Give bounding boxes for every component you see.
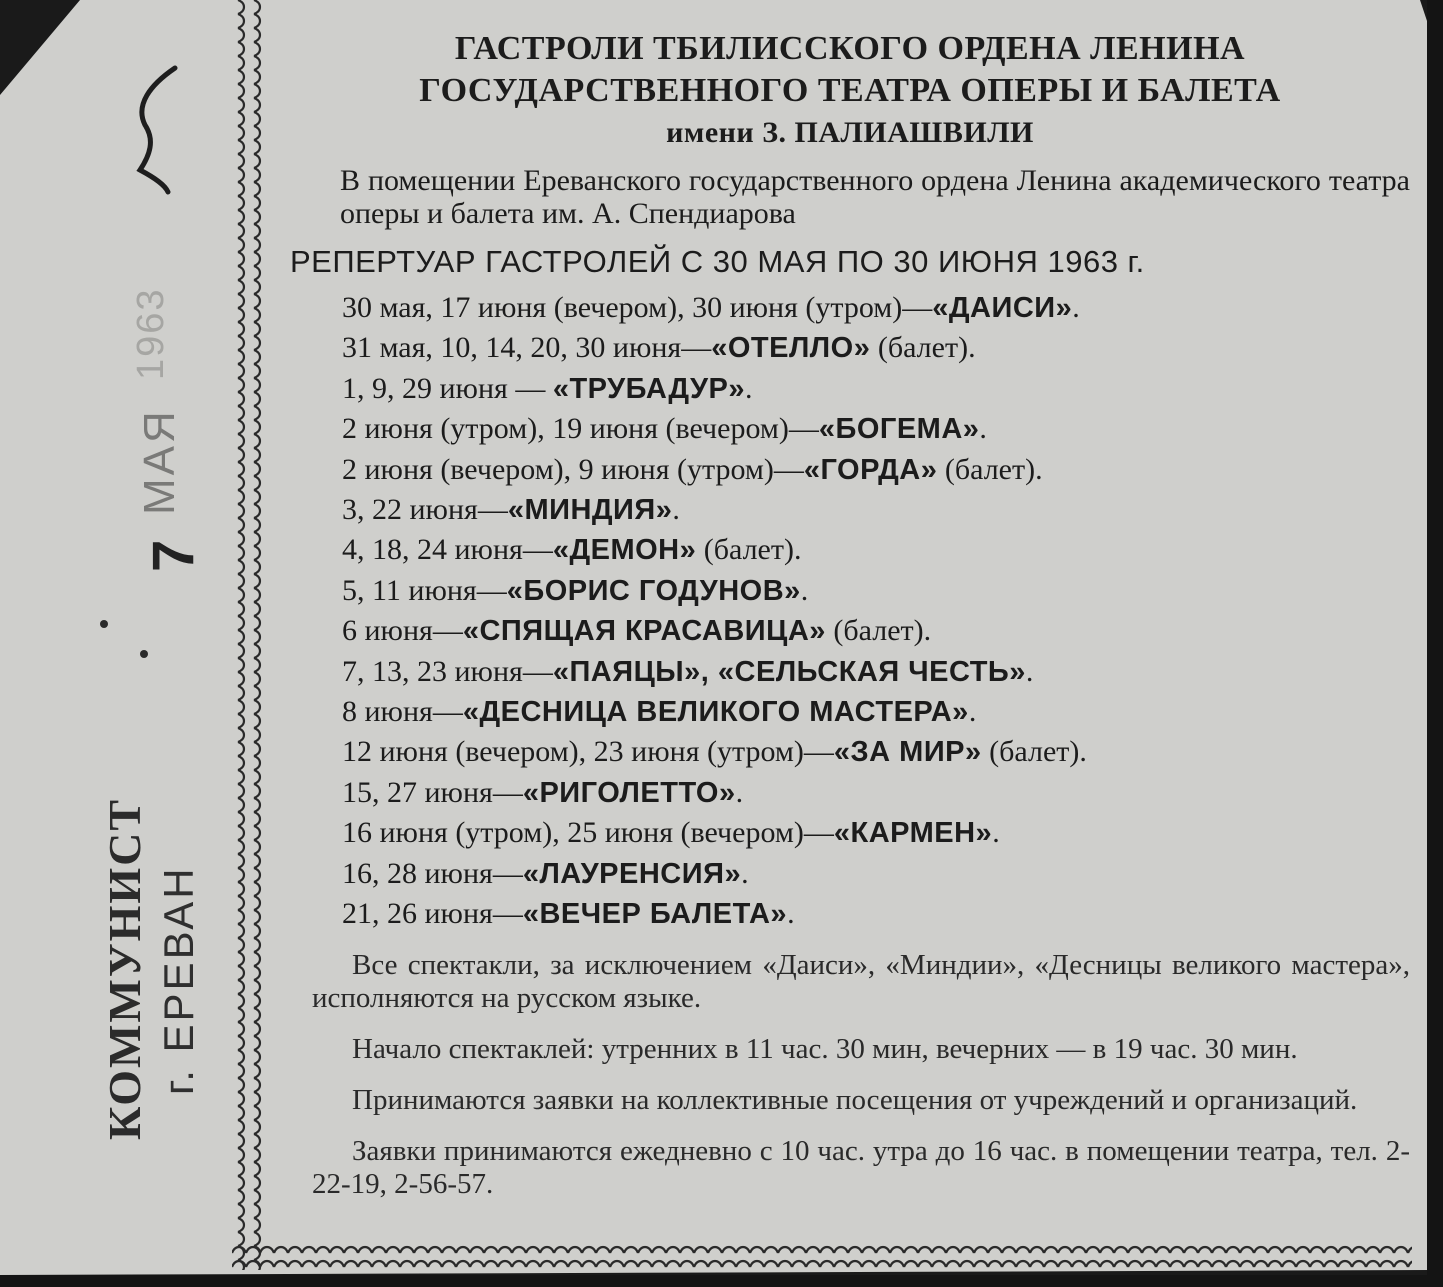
schedule-suffix: (балет). [981,735,1087,769]
performance-title: «ДЕМОН» [552,534,697,567]
performance-title: «ВЕЧЕР БАЛЕТА» [522,898,788,931]
performance-title: «ГОРДА» [803,453,938,486]
schedule-suffix: (балет). [870,331,976,365]
schedule-item [342,652,1410,692]
schedule-suffix: . [800,573,809,607]
schedule-item [342,530,1410,570]
schedule-dates: 8 июня— [342,695,463,729]
schedule-list [290,288,1410,935]
venue-text: В помещении Ереванского государственного ордена Ленина академического театра оперы и балета им. А. Спендиарова [340,164,1410,230]
announcement-title [290,28,1410,154]
schedule-item [342,854,1410,894]
schedule-item [342,732,1410,772]
title-line: ГОСУДАРСТВЕННОГО ТЕАТРА ОПЕРЫ И БАЛЕТА [419,72,1281,109]
schedule-suffix: . [1025,654,1034,688]
title-line: ГАСТРОЛИ ТБИЛИССКОГО ОРДЕНА ЛЕНИНА [454,30,1246,67]
stamp-date-month: МАЯ [135,408,184,515]
schedule-suffix: . [979,412,987,446]
schedule-suffix: . [744,371,753,405]
stamp-newspaper-name: КОММУНИСТ [99,797,150,1140]
schedule-dates: 16, 28 июня— [342,856,523,890]
scan-edge-right [1427,0,1443,1287]
stamp-date-day: 7 [141,539,206,572]
performance-title: «ОТЕЛЛО» [711,332,871,365]
schedule-item [342,813,1410,853]
schedule-suffix: . [968,695,977,729]
schedule-suffix: . [672,493,680,527]
performance-title: «КАРМЕН» [833,817,993,850]
performance-title: «ДЕСНИЦА ВЕЛИКОГО МАСТЕРА» [462,696,969,729]
handwritten-mark-icon [120,60,200,200]
schedule-dates: 3, 22 июня— [342,493,508,527]
schedule-dates: 15, 27 июня— [342,775,523,809]
scan-edge-bottom [0,1275,1443,1287]
stamp-date-year: 1963 [130,287,172,380]
title-line: имени З. ПАЛИАШВИЛИ [666,116,1034,149]
schedule-item [342,328,1410,368]
performance-title: «ДАИСИ» [932,292,1073,324]
schedule-suffix: . [992,816,1000,850]
note-start-times: Начало спектаклей: утренних в 11 час. 30 мин, вечерних — в 19 час. 30 мин. [352,1032,1298,1065]
schedule-item [342,894,1410,934]
schedule-dates: 30 мая, 17 июня (вечером), 30 июня (утром)— [342,291,933,324]
stamp-dot [100,620,108,628]
note-group-requests: Принимаются заявки на коллективные посещения от учреждений и организаций. [352,1083,1358,1116]
schedule-dates: 7, 13, 23 июня— [342,654,553,688]
schedule-suffix: . [1072,291,1080,324]
schedule-dates: 2 июня (утром), 19 июня (вечером)— [342,412,819,446]
schedule-item [342,409,1410,449]
decorative-border-left [232,0,264,1270]
note-request-hours: Заявки принимаются ежедневно с 10 час. утра до 16 час. в помещении театра, тел. 2-22-19, 2-56-57. [312,1134,1410,1200]
repertoire-heading: РЕПЕРТУАР ГАСТРОЛЕЙ С 30 МАЯ ПО 30 ИЮНЯ 1963 г. [290,244,1145,279]
schedule-item [342,611,1410,651]
schedule-suffix: (балет). [825,614,932,648]
schedule-dates: 16 июня (утром), 25 июня (вечером)— [342,816,834,850]
performance-title: «СПЯЩАЯ КРАСАВИЦА» [462,615,826,648]
performance-title: «ЗА МИР» [833,736,982,769]
schedule-suffix: (балет). [696,533,802,567]
performance-title: «ПАЯЦЫ», «СЕЛЬСКАЯ ЧЕСТЬ» [552,655,1026,688]
schedule-item [342,773,1410,813]
schedule-item [342,369,1410,409]
announcement-body [290,28,1410,1201]
schedule-dates: 2 июня (вечером), 9 июня (утром)— [342,452,804,486]
schedule-dates: 12 июня (вечером), 23 июня (утром)— [342,735,834,769]
decorative-border-bottom [232,1245,1412,1273]
stamp-city: г. ЕРЕВАН [155,865,202,1095]
schedule-item [342,288,1410,328]
schedule-item [342,450,1410,490]
schedule-dates: 1, 9, 29 июня — [342,371,553,405]
schedule-suffix: . [741,856,749,890]
schedule-suffix: . [787,897,795,931]
performance-title: «МИНДИЯ» [507,494,673,527]
performance-title: «БОРИС ГОДУНОВ» [506,574,801,607]
schedule-dates: 21, 26 июня— [342,897,523,931]
performance-title: «ТРУБАДУР» [552,372,745,405]
performance-title: «ЛАУРЕНСИЯ» [522,857,742,890]
schedule-suffix: (балет). [937,452,1043,486]
performance-title: «БОГЕМА» [818,413,980,446]
schedule-item [342,692,1410,732]
note-language: Все спектакли, за исключением «Даиси», «Миндии», «Десницы великого мастера», исполняются на русском языке. [312,948,1410,1014]
performance-title: «РИГОЛЕТТО» [522,776,736,809]
schedule-item [342,490,1410,530]
schedule-suffix: . [735,775,744,809]
schedule-item [342,571,1410,611]
schedule-dates: 31 мая, 10, 14, 20, 30 июня— [342,331,712,365]
schedule-dates: 4, 18, 24 июня— [342,533,553,567]
stamp-dot [140,650,148,658]
schedule-dates: 5, 11 июня— [342,573,507,607]
schedule-dates: 6 июня— [342,614,463,648]
